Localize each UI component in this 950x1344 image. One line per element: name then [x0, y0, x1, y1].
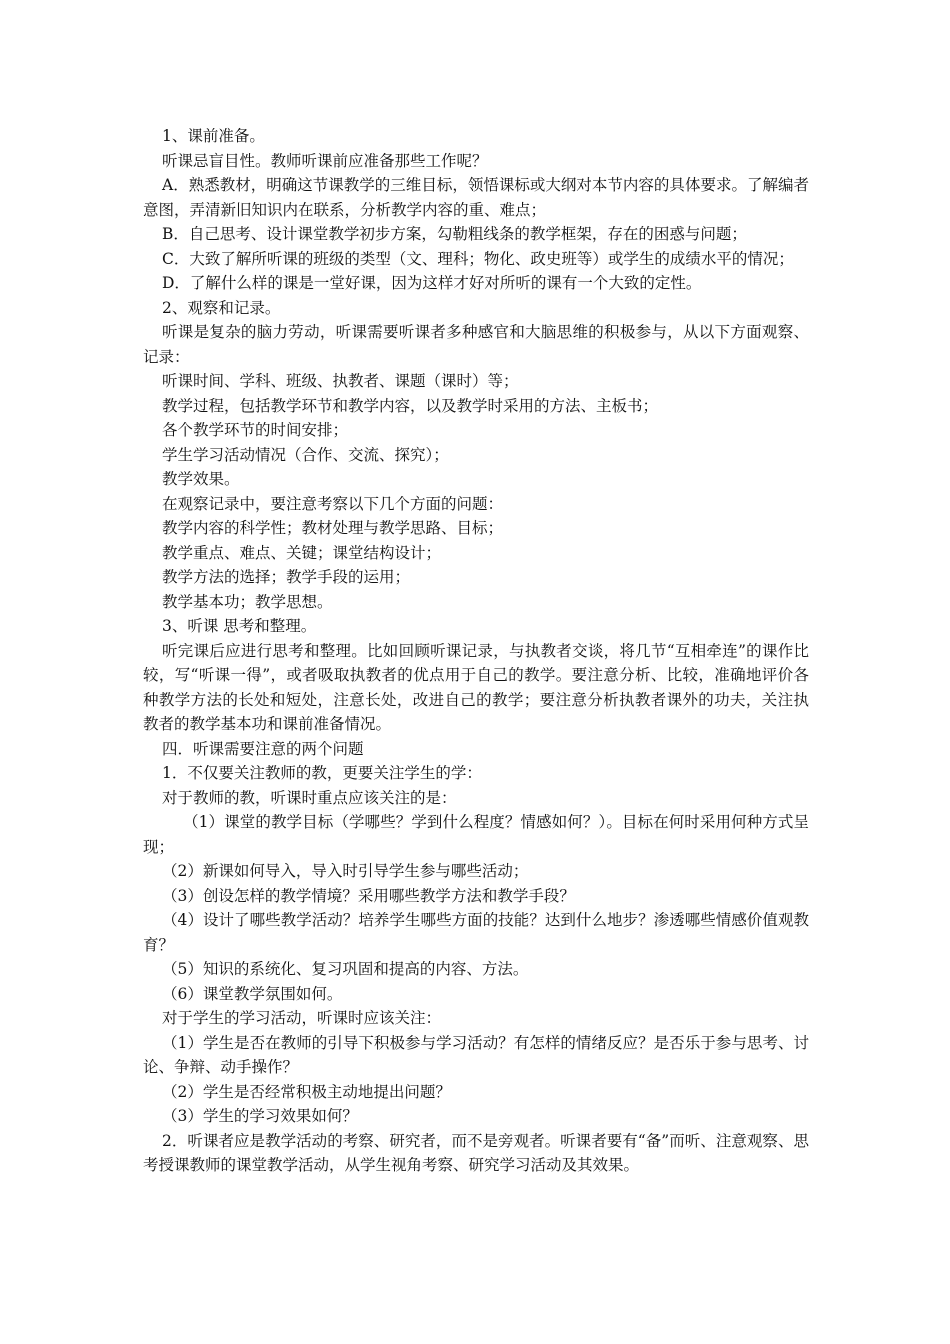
- paragraph: A．熟悉教材，明确这节课教学的三维目标，领悟课标或大纲对本节内容的具体要求。了解编者意图，弄清新旧知识内在联系，分析教学内容的重、难点；: [143, 176, 809, 219]
- document-body: [143, 124, 809, 1178]
- paragraph: （3）学生的学习效果如何？: [162, 1107, 358, 1125]
- paragraph: C．大致了解所听课的班级的类型（文、理科；物化、政史班等）或学生的成绩水平的情况；: [162, 249, 794, 268]
- paragraph: 教学基本功；教学思想。: [162, 592, 333, 611]
- paragraph: 教学效果。: [162, 470, 240, 488]
- paragraph: 教学内容的科学性；教材处理与教学思路、目标；: [162, 519, 504, 537]
- paragraph: 对于学生的学习活动，听课时应该关注：: [162, 1009, 442, 1027]
- paragraph: （3）创设怎样的教学情境？采用哪些教学方法和教学手段？: [162, 886, 575, 905]
- paragraph: 学生学习活动情况（合作、交流、探究）；: [162, 445, 449, 464]
- paragraph: 2．听课者应是教学活动的考察、研究者，而不是旁观者。听课者要有“备”而听、注意观察、思考授课教师的课堂教学活动，从学生视角考察、研究学习活动及其效果。: [143, 1131, 809, 1174]
- paragraph: 听课忌盲目性。教师听课前应准备那些工作呢？: [162, 151, 488, 170]
- paragraph: （1）学生是否在教师的引导下积极参与学习活动？有怎样的情绪反应？是否乐于参与思考、讨论、争辩、动手操作？: [143, 1033, 809, 1076]
- paragraph: 1．不仅要关注教师的教，更要关注学生的学：: [162, 764, 482, 782]
- paragraph: 听完课后应进行思考和整理。比如回顾听课记录，与执教者交谈，将几节“互相牵连”的课作比较，写“听课一得”，或者吸取执教者的优点用于自己的教学。要注意分析、比较，准确地评价各种教学方法的长处和短处，注意长处，改进自己的教学；要注意分析执教者课外的功夫，关注执教者的教学基本功和课前准备情况。: [143, 641, 809, 733]
- paragraph: （6）课堂教学氛围如何。: [162, 984, 343, 1003]
- paragraph: （2）新课如何导入，导入时引导学生参与哪些活动；: [162, 862, 529, 880]
- paragraph: 教学方法的选择；教学手段的运用；: [162, 568, 411, 586]
- paragraph: （4）设计了哪些教学活动？培养学生哪些方面的技能？达到什么地步？渗透哪些情感价值观教育？: [143, 911, 809, 954]
- paragraph: （5）知识的系统化、复习巩固和提高的内容、方法。: [162, 960, 529, 978]
- paragraph: B．自己思考、设计课堂教学初步方案，勾勒粗线条的教学框架，存在的困惑与问题；: [162, 225, 747, 243]
- paragraph: （1）课堂的教学目标（学哪些？学到什么程度？情感如何？）。目标在何时采用何种方式呈现；: [143, 813, 809, 856]
- paragraph: 1、课前准备。: [162, 127, 265, 145]
- paragraph: （2）学生是否经常积极主动地提出问题？: [162, 1082, 451, 1101]
- paragraph: 听课时间、学科、班级、执教者、课题（课时）等；: [162, 372, 519, 390]
- paragraph: 教学过程，包括教学环节和教学内容，以及教学时采用的方法、主板书；: [162, 396, 659, 415]
- paragraph: 在观察记录中，要注意考察以下几个方面的问题：: [162, 494, 504, 513]
- paragraph: 2、观察和记录。: [162, 298, 281, 317]
- paragraph: 各个教学环节的时间安排；: [162, 421, 349, 439]
- paragraph: 教学重点、难点、关键；课堂结构设计；: [162, 543, 442, 562]
- paragraph: 四．听课需要注意的两个问题: [162, 739, 364, 758]
- paragraph: D．了解什么样的课是一堂好课，因为这样才好对所听的课有一个大致的定性。: [162, 274, 702, 292]
- paragraph: 对于教师的教，听课时重点应该关注的是：: [162, 788, 457, 807]
- paragraph: 3、听课 思考和整理。: [162, 617, 317, 635]
- paragraph: 听课是复杂的脑力劳动，听课需要听课者多种感官和大脑思维的积极参与，从以下方面观察、记录：: [143, 323, 809, 366]
